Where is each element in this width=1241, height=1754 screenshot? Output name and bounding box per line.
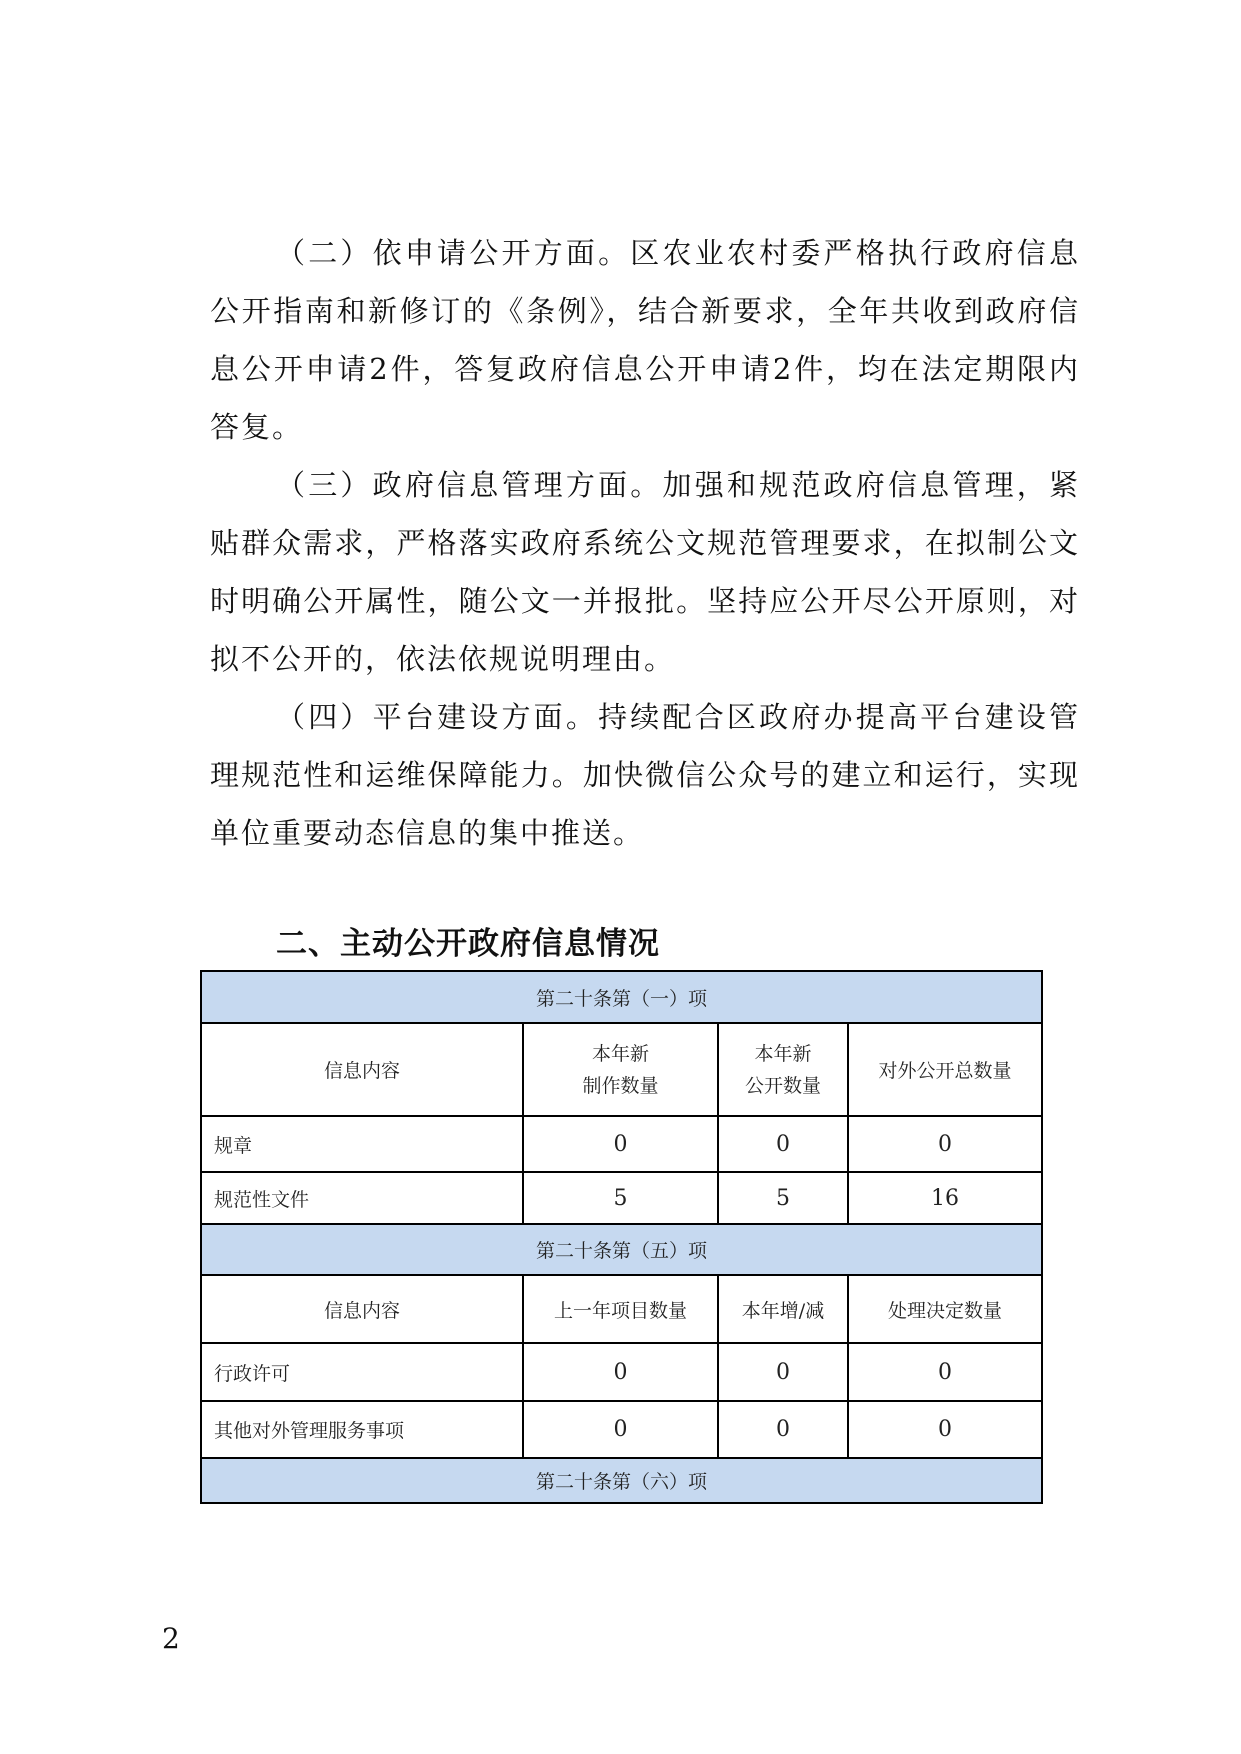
header-line: 本年新 — [591, 1042, 649, 1065]
cell-total: 0 — [848, 1116, 1042, 1172]
cell-decisions: 0 — [848, 1401, 1042, 1458]
cell-prev-year: 0 — [523, 1343, 718, 1401]
column-header-content: 信息内容 — [201, 1023, 523, 1116]
row-label: 其他对外管理服务事项 — [201, 1401, 523, 1458]
column-header-total: 对外公开总数量 — [848, 1023, 1042, 1116]
cell-total: 16 — [848, 1172, 1042, 1224]
table-row — [201, 1172, 1042, 1224]
cell-new-made: 5 — [523, 1172, 718, 1224]
table-band-row — [201, 1224, 1042, 1275]
cell-new-public: 0 — [718, 1116, 848, 1172]
column-header-content: 信息内容 — [201, 1275, 523, 1343]
table-header-row — [201, 1023, 1042, 1116]
column-header-new-made — [523, 1023, 718, 1116]
table-header-row — [201, 1275, 1042, 1343]
cell-decisions: 0 — [848, 1343, 1042, 1401]
cell-prev-year: 0 — [523, 1401, 718, 1458]
section-title-article20-item1: 第二十条第（一）项 — [201, 971, 1042, 1023]
row-label: 规范性文件 — [201, 1172, 523, 1224]
disclosure-table — [200, 970, 1043, 1504]
row-label: 行政许可 — [201, 1343, 523, 1401]
column-header-new-public — [718, 1023, 848, 1116]
column-header-change: 本年增/减 — [718, 1275, 848, 1343]
header-line: 制作数量 — [582, 1074, 659, 1097]
paragraph-application-disclosure: （二）依申请公开方面。区农业农村委严格执行政府信息公开指南和新修订的《条例》，结合新要求，全年共收到政府信息公开申请2件，答复政府信息公开申请2件，均在法定期限内答复。 — [210, 236, 1080, 444]
section-title-article20-item6: 第二十条第（六）项 — [201, 1458, 1042, 1503]
page-number: 2 — [162, 1622, 180, 1655]
column-header-prev-year: 上一年项目数量 — [523, 1275, 718, 1343]
cell-change: 0 — [718, 1343, 848, 1401]
row-label: 规章 — [201, 1116, 523, 1172]
section-title-article20-item5: 第二十条第（五）项 — [201, 1224, 1042, 1275]
paragraph-information-management: （三）政府信息管理方面。加强和规范政府信息管理，紧贴群众需求，严格落实政府系统公文规范管理要求，在拟制公文时明确公开属性，随公文一并报批。坚持应公开尽公开原则，对拟不公开的，依法依规说明理由。 — [210, 468, 1080, 676]
cell-change: 0 — [718, 1401, 848, 1458]
table-row — [201, 1401, 1042, 1458]
table-row — [201, 1343, 1042, 1401]
table-row — [201, 1116, 1042, 1172]
column-header-decisions: 处理决定数量 — [848, 1275, 1042, 1343]
header-line: 本年新 — [754, 1042, 812, 1065]
paragraph-platform-construction: （四）平台建设方面。持续配合区政府办提高平台建设管理规范性和运维保障能力。加快微信公众号的建立和运行，实现单位重要动态信息的集中推送。 — [210, 700, 1080, 850]
cell-new-public: 5 — [718, 1172, 848, 1224]
header-line: 公开数量 — [744, 1074, 821, 1097]
table-band-row — [201, 971, 1042, 1023]
section-heading: 二、主动公开政府信息情况 — [276, 926, 660, 962]
table-band-row — [201, 1458, 1042, 1503]
cell-new-made: 0 — [523, 1116, 718, 1172]
